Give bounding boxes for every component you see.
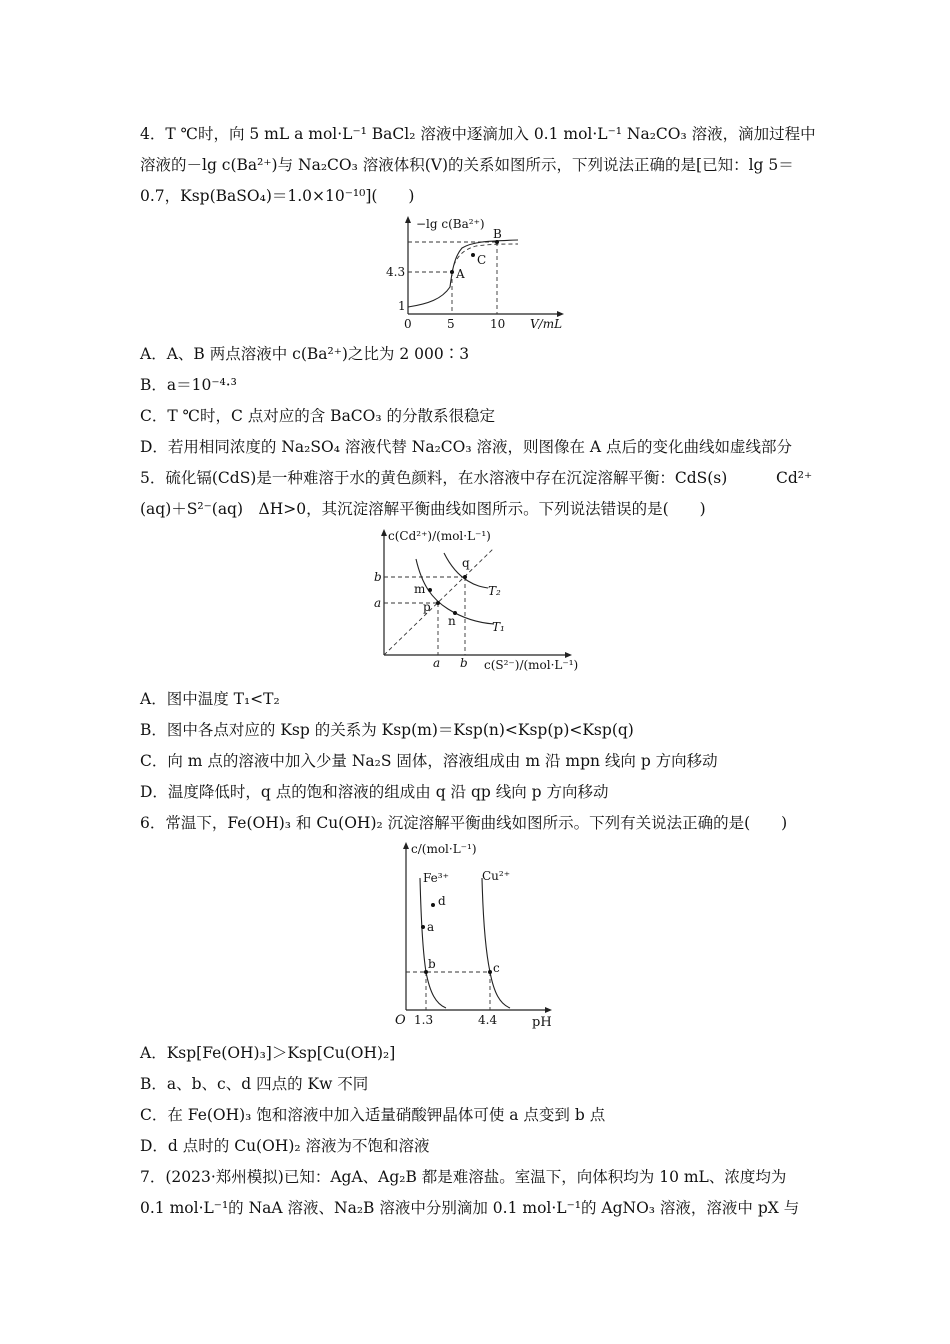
q6-stem-line-1: 6．常温下，Fe(OH)₃ 和 Cu(OH)₂ 沉淀溶解平衡曲线如图所示。下列有关说法正确的是( ) (140, 814, 788, 832)
q6-label-cu: Cu²⁺ (482, 869, 511, 883)
q6-label-b: b (428, 957, 436, 971)
q6-option-d: D．d 点时的 Cu(OH)₂ 溶液为不饱和溶液 (140, 1137, 430, 1155)
q4-x-tick-10: 10 (490, 317, 506, 331)
q4-label-b: B (493, 227, 502, 241)
q6-curve-cu (482, 878, 510, 1008)
q4-x-tick-0: 0 (404, 317, 412, 331)
q6-option-c: C．在 Fe(OH)₃ 饱和溶液中加入适量硝酸钾晶体可使 a 点变到 b 点 (140, 1106, 606, 1124)
q5-y-tick-a: a (374, 596, 382, 610)
q5-x-tick-a: a (433, 656, 441, 670)
q5-label-n: n (448, 614, 456, 628)
q6-origin: O (395, 1013, 406, 1028)
q5-label-t1: T₁ (492, 620, 505, 634)
q6-x-tick-44: 4.4 (478, 1013, 498, 1027)
q6-x-label: pH (532, 1015, 552, 1030)
q6-point-d (431, 903, 435, 907)
q6-option-b: B．a、b、c、d 四点的 Kw 不同 (140, 1075, 369, 1093)
q4-figure (380, 212, 580, 334)
q7-stem-line-2: 0.1 mol·L⁻¹的 NaA 溶液、Na₂B 溶液中分别滴加 0.1 mol·L⁻¹的 AgNO₃ 溶液，溶液中 pX 与 (140, 1199, 800, 1217)
q4-option-c: C．T ℃时，C 点对应的含 BaCO₃ 的分散系很稳定 (140, 407, 496, 425)
q4-label-a: A (456, 267, 465, 281)
q4-y-tick-43: 4.3 (386, 265, 406, 279)
q5-stem-line-1: 5．硫化镉(CdS)是一种难溶于水的黄色颜料，在水溶液中存在沉淀溶解平衡：CdS(s) (140, 469, 728, 487)
q4-y-label: −lg c(Ba²⁺) (416, 217, 485, 231)
q6-option-a: A．Ksp[Fe(OH)₃]＞Ksp[Cu(OH)₂] (140, 1044, 396, 1062)
q6-x-tick-13: 1.3 (414, 1013, 434, 1027)
q5-option-c: C．向 m 点的溶液中加入少量 Na₂S 固体，溶液组成由 m 沿 mpn 线向 p 方向移动 (140, 752, 718, 770)
q4-point-a (450, 270, 454, 274)
q5-point-p (436, 601, 440, 605)
q5-option-d: D．温度降低时，q 点的饱和溶液的组成由 q 沿 qp 线向 p 方向移动 (140, 783, 609, 801)
q4-label-c: C (477, 253, 487, 267)
q5-label-p: p (423, 600, 431, 614)
q5-label-t2: T₂ (488, 584, 501, 598)
q6-label-a: a (427, 920, 435, 934)
q6-figure (390, 838, 570, 1034)
q5-point-m (428, 588, 432, 592)
q6-point-a (421, 925, 425, 929)
q5-y-tick-b: b (374, 570, 382, 584)
q4-option-d: D．若用相同浓度的 Na₂SO₄ 溶液代替 Na₂CO₃ 溶液，则图像在 A 点后的变化曲线如虚线部分 (140, 438, 793, 456)
q5-stem-line-2: (aq)＋S²⁻(aq) ΔH>0，其沉淀溶解平衡曲线如图所示。下列说法错误的是( ) (140, 500, 706, 518)
q4-option-b: B．a＝10⁻⁴·³ (140, 376, 237, 394)
q5-x-label: c(S²⁻)/(mol·L⁻¹) (484, 658, 579, 672)
q5-option-b: B．图中各点对应的 Ksp 的关系为 Ksp(m)＝Ksp(n)<Ksp(p)<Ksp(q) (140, 721, 634, 739)
q5-option-a: A．图中温度 T₁<T₂ (140, 690, 280, 708)
q6-label-d: d (438, 894, 446, 908)
q6-point-c (488, 970, 492, 974)
q5-stem-ion: Cd²⁺ (776, 469, 813, 487)
q4-stem-line-1: 4．T ℃时，向 5 mL a mol·L⁻¹ BaCl₂ 溶液中逐滴加入 0.1 mol·L⁻¹ Na₂CO₃ 溶液，滴加过程中 (140, 125, 816, 143)
q5-label-m: m (414, 582, 426, 596)
q4-point-c (471, 253, 475, 257)
q6-label-c: c (493, 961, 500, 975)
q5-point-q (463, 575, 467, 579)
q5-label-q: q (462, 556, 470, 570)
q4-option-a: A．A、B 两点溶液中 c(Ba²⁺)之比为 2 000∶3 (140, 345, 470, 363)
q4-stem-line-2: 溶液的－lg c(Ba²⁺)与 Na₂CO₃ 溶液体积(V)的关系如图所示，下列说法正确的是[已知：lg 5＝ (140, 156, 794, 174)
q7-stem-line-1: 7．(2023·郑州模拟)已知：AgA、Ag₂B 都是难溶盐。室温下，向体积均为 10 mL、浓度均为 (140, 1168, 787, 1186)
q6-y-label: c/(mol·L⁻¹) (411, 842, 477, 856)
q4-stem-line-3: 0.7，Ksp(BaSO₄)＝1.0×10⁻¹⁰]( ) (140, 187, 415, 205)
q6-label-fe: Fe³⁺ (423, 871, 449, 885)
q4-y-tick-1: 1 (398, 299, 406, 313)
q4-x-label: V/mL (530, 317, 563, 331)
q5-y-label: c(Cd²⁺)/(mol·L⁻¹) (388, 529, 491, 543)
q5-figure (368, 525, 588, 675)
q4-x-tick-5: 5 (447, 317, 455, 331)
q5-x-tick-b: b (460, 656, 468, 670)
